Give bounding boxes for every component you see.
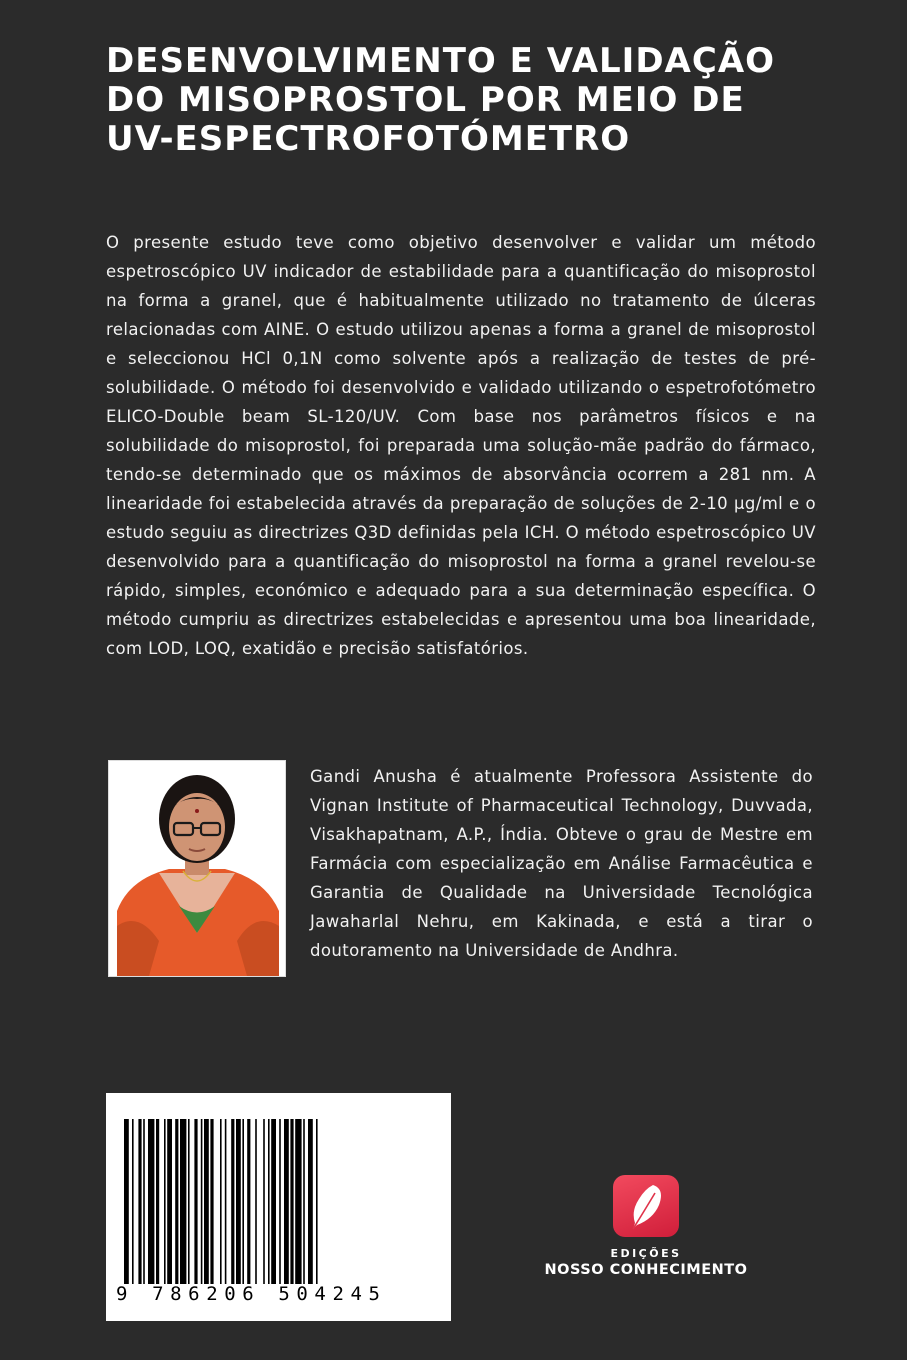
feather-logo-icon — [613, 1175, 679, 1237]
book-abstract: O presente estudo teve como objetivo desenvolver e validar um método espetroscópico UV indicador de estabilidade para a quantificação do misoprostol na forma a granel, que é habitualmente utilizado no tratamento de úlceras relacionadas com AINE. O estudo utilizou apenas a forma a granel de misoprostol e seleccionou HCl 0,1N como solvente após a realização de testes de pré-solubilidade. O método foi desenvolvido e validado utilizando o espetrofotómetro ELICO-Double beam SL-120/UV. Com base nos parâmetros físicos e na solubilidade do misoprostol, foi preparada uma solução-mãe padrão do fármaco, tendo-se determinado que os máximos de absorvância ocorrem a 281 nm. A linearidade foi estabelecida através da preparação de soluções de 2-10 µg/ml e o estudo seguiu as directrizes Q3D definidas pela ICH. O método espetroscópico UV desenvolvido para a quantificação do misoprostol na forma a granel revelou-se rápido, simples, económico e adequado para a sua determinação específica. O método cumpriu as directrizes estabelecidas e apresentou uma boa linearidade, com LOD, LOQ, exatidão e precisão satisfatórios. — [106, 233, 816, 658]
author-photo — [108, 760, 286, 977]
publisher-name: NOSSO CONHECIMENTO — [544, 1262, 748, 1278]
book-title: DESENVOLVIMENTO E VALIDAÇÃO DO MISOPROSTOL POR MEIO DE UV-ESPECTROFOTÓMETRO — [106, 41, 776, 159]
author-bio: Gandi Anusha é atualmente Professora Assistente do Vignan Institute of Pharmaceutical Technology, Duvvada, Visakhapatnam, A.P., Índia. Obteve o grau de Mestre em Farmácia com especialização em Análise Farmacêutica e Garantia de Qualidade na Universidade Tecnológica Jawaharlal Nehru, em Kakinada, e está a tirar o doutoramento na Universidade de Andhra. — [310, 767, 813, 960]
isbn-barcode — [106, 1093, 451, 1321]
publisher-line1: EDIÇÕES — [610, 1247, 682, 1260]
author-portrait-image — [109, 761, 285, 976]
publisher-logo — [535, 1175, 757, 1285]
barcode-bars — [124, 1119, 434, 1284]
barcode-digits: 9 786206 504245 — [116, 1283, 387, 1305]
